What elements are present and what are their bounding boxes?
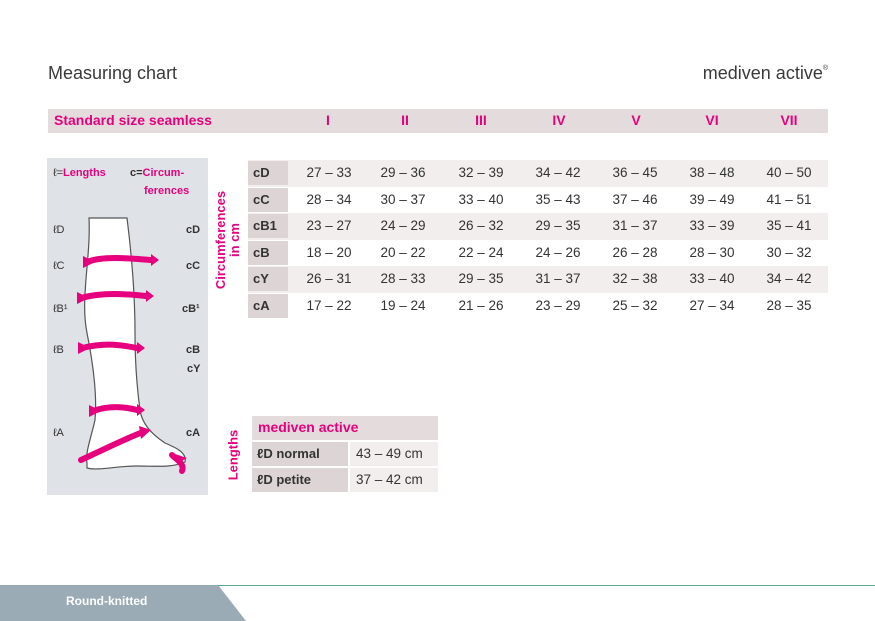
leg-illustration bbox=[47, 158, 208, 495]
table-cell: 29 – 35 bbox=[535, 218, 581, 233]
label-cB1: cB¹ bbox=[182, 303, 200, 315]
size-label-4: IV bbox=[552, 112, 566, 128]
label-lA: ℓA bbox=[53, 427, 64, 439]
table-cell: 34 – 42 bbox=[766, 271, 812, 286]
table-cell: 30 – 32 bbox=[766, 244, 812, 260]
table-cell: 22 – 24 bbox=[458, 244, 504, 260]
table-cell: 41 – 51 bbox=[766, 191, 812, 207]
label-cY: cY bbox=[187, 363, 201, 375]
circ-word-1: Circum- bbox=[142, 167, 185, 179]
table-cell: 20 – 22 bbox=[380, 244, 426, 260]
row-code: cD bbox=[248, 161, 288, 185]
brand-name bbox=[703, 63, 828, 84]
table-cell: 21 – 26 bbox=[458, 297, 504, 313]
table-cell: 17 – 22 bbox=[306, 297, 352, 313]
table-cell: 36 – 45 bbox=[612, 165, 658, 180]
table-cell: 31 – 37 bbox=[535, 271, 581, 286]
table-cell: 40 – 50 bbox=[766, 165, 812, 180]
table-row bbox=[248, 213, 828, 240]
footer-tab-label: Round-knitted bbox=[66, 594, 148, 608]
table-cell: 32 – 38 bbox=[612, 271, 658, 286]
table-cell: 24 – 26 bbox=[535, 244, 581, 260]
size-label-7: VII bbox=[780, 112, 798, 128]
lengths-row bbox=[252, 468, 438, 492]
table-cell: 35 – 43 bbox=[535, 191, 581, 207]
table-cell: 32 – 39 bbox=[458, 165, 504, 180]
lengths-table bbox=[252, 416, 438, 494]
label-lD: ℓD bbox=[53, 224, 65, 236]
table-cell: 18 – 20 bbox=[306, 244, 352, 260]
table-cell: 28 – 34 bbox=[306, 191, 352, 207]
table-cell: 28 – 30 bbox=[689, 244, 735, 260]
table-cell: 26 – 28 bbox=[612, 244, 658, 260]
lengths-eq: = bbox=[56, 167, 63, 179]
size-header-label: Standard size seamless bbox=[54, 112, 212, 128]
table-cell: 35 – 41 bbox=[766, 218, 812, 233]
lengths-word: Lengths bbox=[63, 167, 106, 179]
lengths-row-value: 43 – 49 cm bbox=[350, 442, 438, 466]
table-row bbox=[248, 160, 828, 187]
table-cell: 19 – 24 bbox=[380, 297, 426, 313]
circ-symbol: c= bbox=[130, 167, 143, 179]
table-cell: 23 – 27 bbox=[306, 218, 352, 233]
table-cell: 25 – 32 bbox=[612, 297, 658, 313]
circ-title-line1: Circumferences bbox=[213, 190, 228, 290]
lengths-row bbox=[252, 442, 438, 466]
table-cell: 33 – 39 bbox=[689, 218, 735, 233]
table-cell: 39 – 49 bbox=[689, 191, 735, 207]
table-cell: 27 – 33 bbox=[306, 165, 352, 180]
lengths-title-text: Lengths bbox=[225, 429, 241, 481]
page-title: Measuring chart bbox=[48, 63, 178, 83]
table-cell: 33 – 40 bbox=[458, 191, 504, 207]
table-cell: 34 – 42 bbox=[535, 165, 581, 180]
table-cell: 30 – 37 bbox=[380, 191, 426, 207]
row-code: cB bbox=[248, 241, 288, 265]
circumferences-title bbox=[210, 160, 246, 320]
label-cD: cD bbox=[186, 224, 201, 236]
size-label-6: VI bbox=[705, 112, 719, 128]
size-label-5: V bbox=[631, 112, 641, 128]
circ-word-2: ferences bbox=[144, 185, 190, 197]
table-cell: 37 – 46 bbox=[612, 191, 658, 207]
table-cell: 23 – 29 bbox=[535, 297, 581, 313]
table-cell: 31 – 37 bbox=[612, 218, 658, 233]
circumference-table bbox=[248, 160, 828, 319]
size-header-bar bbox=[48, 109, 828, 133]
table-cell: 28 – 35 bbox=[766, 297, 812, 313]
brand-text: mediven active bbox=[702, 63, 823, 83]
lengths-title bbox=[216, 415, 250, 495]
table-cell: 33 – 40 bbox=[689, 271, 735, 286]
size-label-2: II bbox=[401, 112, 409, 128]
lengths-table-header: mediven active bbox=[252, 416, 438, 440]
footer-tab bbox=[0, 585, 246, 621]
row-code: cY bbox=[248, 267, 288, 291]
row-code: cC bbox=[248, 188, 288, 212]
circ-title-line2: in cm bbox=[227, 223, 242, 257]
table-cell: 26 – 31 bbox=[306, 271, 352, 286]
table-cell: 29 – 36 bbox=[380, 165, 426, 180]
lengths-row-label: ℓD normal bbox=[252, 442, 348, 466]
table-cell: 26 – 32 bbox=[458, 218, 504, 233]
table-cell: 24 – 29 bbox=[380, 218, 426, 233]
label-lC: ℓC bbox=[53, 260, 65, 272]
table-cell: 28 – 33 bbox=[380, 271, 426, 286]
lengths-row-label: ℓD petite bbox=[252, 468, 348, 492]
lengths-row-value: 37 – 42 cm bbox=[350, 468, 438, 492]
table-row bbox=[248, 266, 828, 293]
table-row bbox=[248, 293, 828, 320]
lengths-symbol: ℓ bbox=[53, 167, 57, 179]
label-cC: cC bbox=[186, 260, 201, 272]
row-code: cA bbox=[248, 294, 288, 318]
label-lB: ℓB bbox=[53, 344, 64, 356]
size-label-3: III bbox=[475, 112, 487, 128]
table-cell: 38 – 48 bbox=[689, 165, 735, 180]
legend-circumferences bbox=[130, 167, 184, 179]
label-cB: cB bbox=[186, 344, 201, 356]
legend-lengths bbox=[53, 167, 106, 179]
label-lB1: ℓB¹ bbox=[53, 303, 68, 315]
size-label-1: I bbox=[326, 112, 330, 128]
table-cell: 27 – 34 bbox=[689, 297, 735, 313]
table-cell: 29 – 35 bbox=[458, 271, 504, 286]
leg-diagram-panel bbox=[47, 158, 208, 495]
footer-divider bbox=[218, 585, 875, 586]
registered-mark: ® bbox=[822, 65, 828, 72]
table-row bbox=[248, 187, 828, 214]
row-code: cB1 bbox=[248, 214, 288, 238]
table-row bbox=[248, 240, 828, 267]
label-cA: cA bbox=[186, 427, 201, 439]
